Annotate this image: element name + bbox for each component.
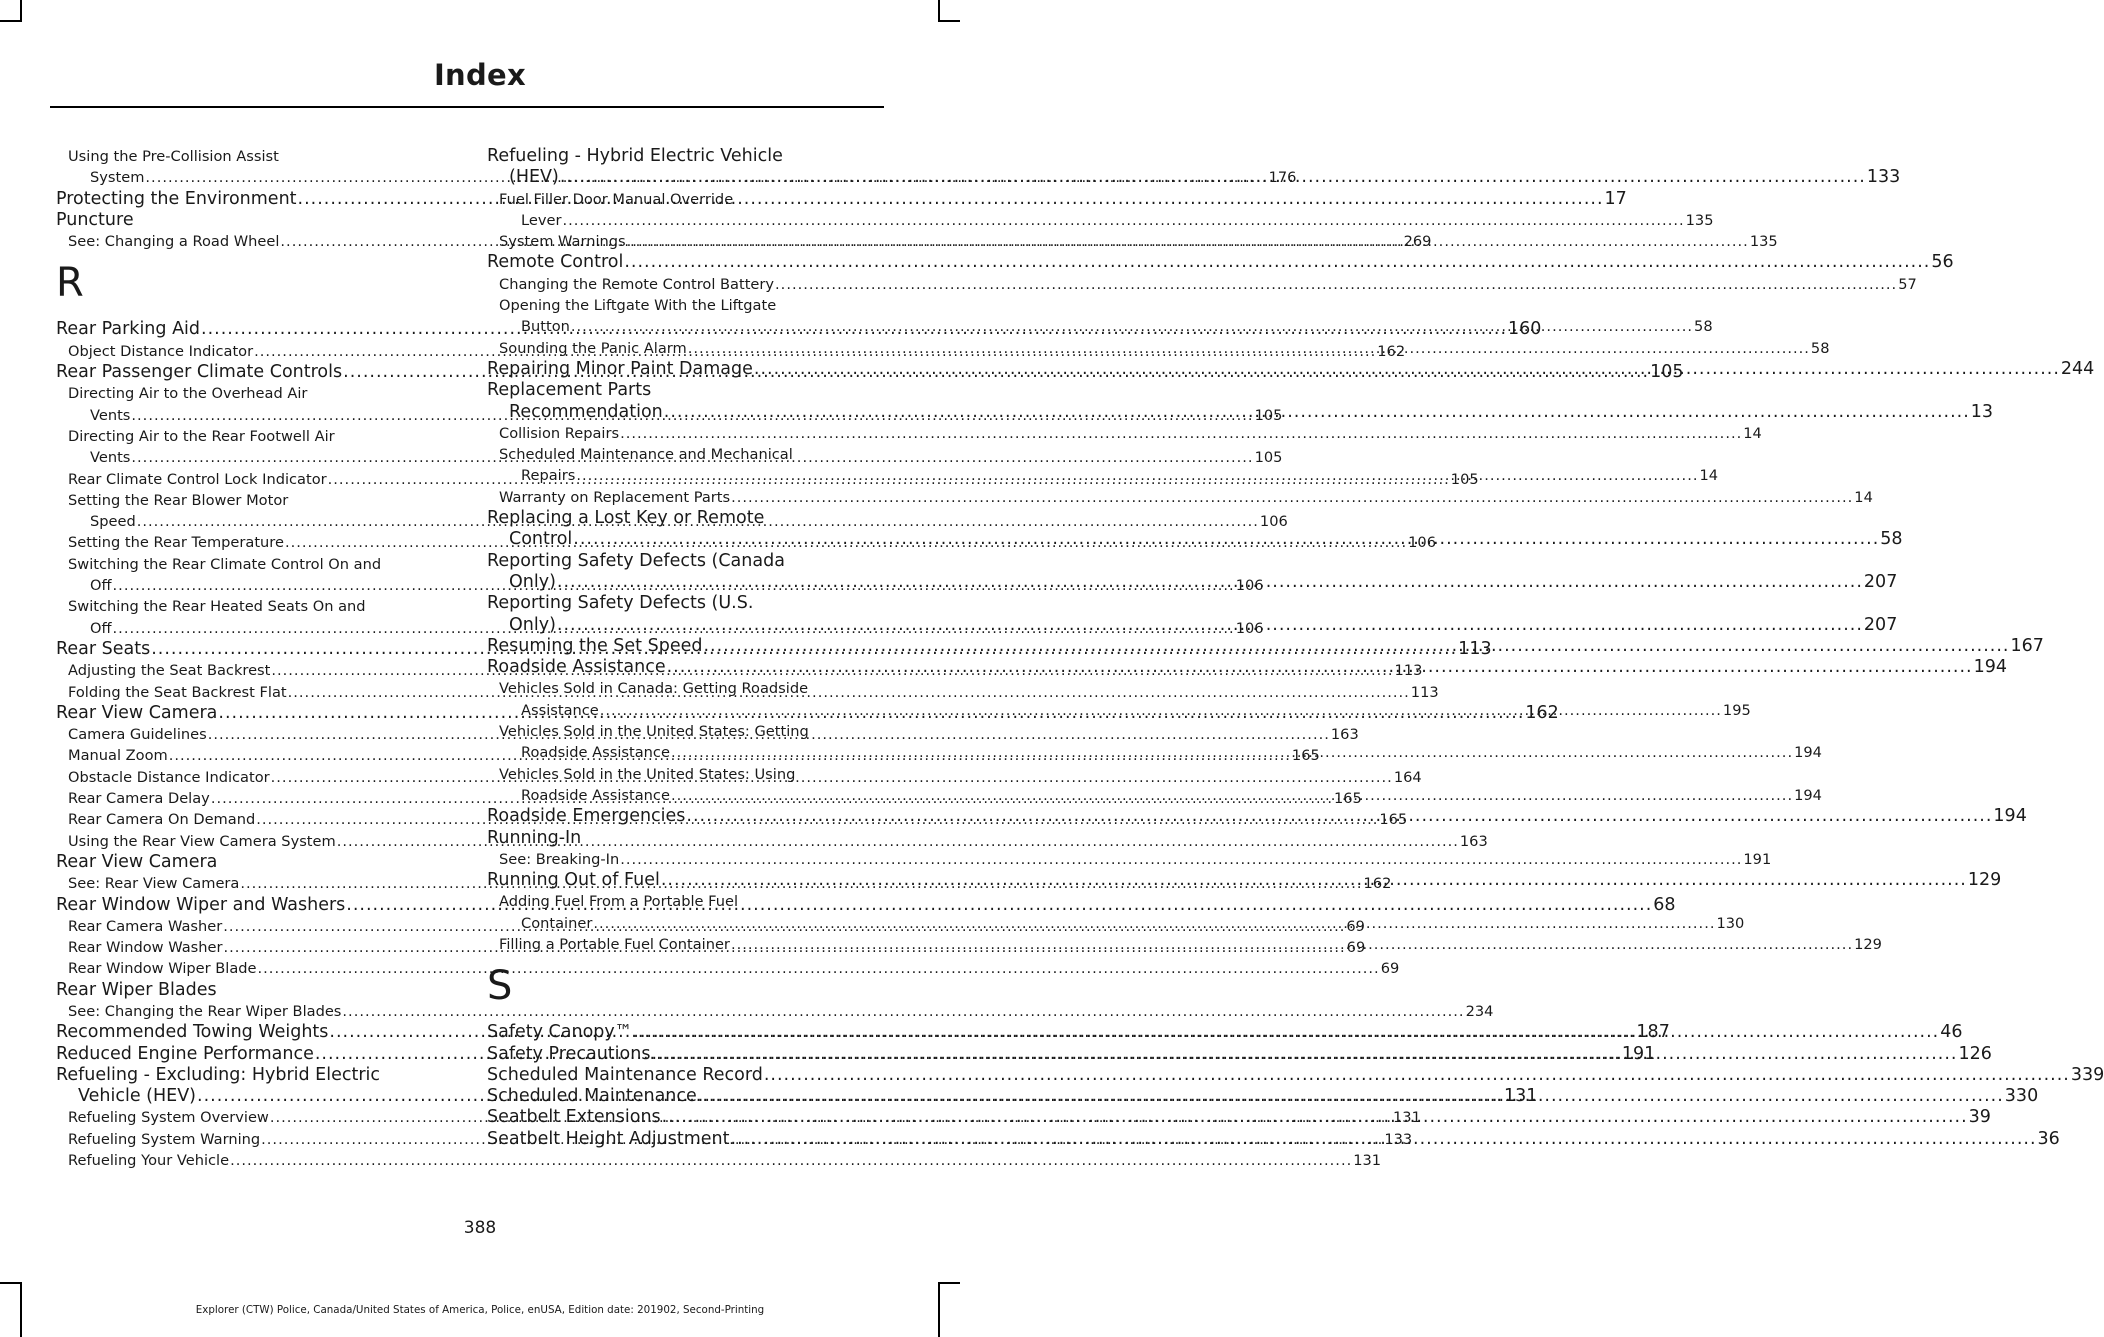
dot-leader [624,252,1930,273]
index-subentry [56,958,1400,979]
page-reference: 131 [1353,1152,1382,1170]
page-reference: 133 [1384,1130,1413,1148]
entry-text: Off [90,577,112,595]
dot-leader [557,615,1863,636]
entry-text: Vehicles Sold in Canada: Getting Roadside [499,680,809,698]
entry-text: Vents [90,406,131,424]
entry-text: Seatbelt Height Adjustment [487,1128,730,1149]
index-subentry [487,274,1917,295]
dot-leader [560,167,1866,188]
entry-text: Off [90,619,112,637]
entry-text: See: Changing the Rear Wiper Blades [68,1002,342,1020]
index-subentry [487,487,1873,508]
page-reference: 176 [1268,169,1297,187]
page-reference: 163 [1459,832,1488,850]
entry-text: Adjusting the Seat Backrest [68,662,271,680]
page-reference: 207 [1863,571,1898,592]
page-reference: 165 [1291,747,1320,765]
dot-leader [698,1086,2004,1107]
dot-leader [661,870,1967,891]
page-reference: 339 [2070,1064,2104,1085]
entry-text: Refueling Your Vehicle [68,1152,230,1170]
dot-leader [662,1107,1968,1128]
page-reference: 164 [1393,768,1422,786]
entry-text: Container [521,914,593,932]
entry-text: Opening the Liftgate With the Liftgate [499,297,777,315]
dot-leader [731,1129,2037,1150]
page-reference: 194 [1993,806,2027,827]
dot-leader [731,934,1853,955]
entry-text: Refueling System Warning [68,1130,261,1148]
entry-text: Directing Air to the Overhead Air [68,385,308,403]
page-reference: 69 [1346,917,1365,935]
entry-text: Remote Control [487,252,624,273]
page-reference: 131 [1504,1086,1538,1107]
entry-text: Rear Climate Control Lock Indicator [68,470,327,488]
entry-text: Button [521,318,570,336]
page-reference: 14 [1854,488,1873,506]
page-reference: 13 [1970,401,1994,422]
page-reference: 165 [1379,811,1408,829]
page-reference: 58 [1880,529,1903,550]
entry-text: See: Breaking-In [499,850,620,868]
footer-text: Explorer (CTW) Police, Canada/United States of America, Police, enUSA, Edition date: 201902, Second-Printing [195,1304,765,1316]
entry-text: Vehicles Sold in the United States: Using [499,765,796,783]
page-reference: 113 [1410,683,1439,701]
entry-text: Recommended Towing Weights [56,1022,329,1043]
dot-leader [764,1065,2070,1086]
entry-text: (HEV) [509,167,559,188]
page-reference: 58 [1810,339,1830,357]
dot-leader [627,231,1749,252]
entry-text: System Warnings [499,233,626,251]
entry-text: Switching the Rear Heated Seats On and [68,598,366,616]
entry-text: Reporting Safety Defects (Canada [487,550,785,571]
page-reference: 105 [1254,406,1283,424]
page-reference: 105 [1650,362,1684,383]
entry-text: Rear Parking Aid [56,319,201,340]
dot-leader [230,1150,1352,1171]
entry-text: Puncture [56,209,134,230]
entry-text: Adding Fuel From a Portable Fuel [499,893,739,911]
entry-text: Filling a Portable Fuel Container [499,935,730,953]
dot-leader [703,636,2009,657]
index-entry [487,252,1954,273]
entry-text: Using the Rear View Camera System [68,832,336,850]
dot-leader [671,742,1793,763]
entry-text: Roadside Assistance [521,744,670,762]
page-reference: 194 [1794,744,1822,762]
dot-leader [688,338,1810,359]
entry-text: Refueling - Hybrid Electric Vehicle [487,146,783,166]
index-subentry [56,1150,1382,1171]
page-reference: 57 [1898,275,1917,293]
page-reference: 135 [1749,233,1778,251]
page-reference: 207 [1863,614,1898,635]
page-reference: 105 [1254,449,1283,467]
crop-mark [938,0,940,22]
dot-leader [562,210,1684,231]
index-entry [56,980,446,1001]
dot-leader [620,423,1742,444]
dot-leader [593,913,1715,934]
page-reference: 106 [1408,534,1436,552]
page-reference: 191 [1621,1043,1656,1064]
entry-text: Rear View Camera [56,851,218,872]
entry-text: Only) [509,571,556,592]
entry-text: Safety Canopy™ [487,1022,633,1043]
entry-text: Rear Window Wiper and Washers [56,894,346,915]
page-reference: 191 [1743,850,1772,868]
page-reference: 113 [1458,638,1492,659]
entry-text: Collision Repairs [499,424,620,442]
crop-mark [0,1282,22,1284]
entry-text: Roadside Emergencies [487,806,686,827]
entry-text: Running-In [487,827,582,848]
entry-text: Rear Seats [56,638,151,659]
entry-text: Safety Precautions [487,1043,651,1064]
entry-text: Recommendation [509,401,663,422]
page-reference: 14 [1699,467,1719,485]
dot-leader [667,657,1973,678]
entry-text: Scheduled Maintenance Record [487,1064,763,1085]
page-reference: 165 [1333,790,1362,808]
index-subentry [56,1001,1494,1022]
page-reference: 56 [1931,252,1954,273]
page-reference: 269 [1403,233,1432,251]
page-reference: 135 [1685,211,1714,229]
page-reference: 194 [1794,786,1822,804]
entry-text: Scheduled Maintenance [487,1086,697,1107]
entry-text: Vehicle (HEV) [78,1086,196,1107]
entry-text: Rear Window Wiper Blade [68,960,257,978]
page-reference: 195 [1722,701,1751,719]
page-reference: 162 [1377,342,1406,360]
page-reference: 106 [1259,513,1288,531]
page-reference: 162 [1363,875,1392,893]
entry-text: Camera Guidelines [68,726,207,744]
dot-leader [686,806,1992,827]
index-subentry [487,423,1762,444]
dot-leader [671,785,1793,806]
page-reference: 105 [1450,470,1479,488]
page-reference: 36 [2037,1128,2060,1149]
page-number: 388 [463,1218,497,1238]
index-section-letter: R [56,260,84,307]
page-reference: 69 [1380,960,1400,978]
page-reference: 126 [1958,1043,1992,1064]
entry-text: Vents [90,449,131,467]
page-reference: 187 [1636,1022,1670,1043]
entry-text: Manual Zoom [68,747,168,765]
page-reference: 330 [2004,1086,2039,1107]
dot-leader [731,487,1853,508]
entry-text: System [90,169,145,187]
entry-text: Changing the Remote Control Battery [499,275,775,293]
entry-text: Rear Window Washer [68,939,223,957]
dot-leader [754,359,2060,380]
entry-text: Lever [521,211,562,229]
page-reference: 163 [1330,726,1359,744]
page-reference: 130 [1716,914,1745,932]
entry-text: Rear Camera On Demand [68,811,256,829]
entry-text: Using the Pre-Collision Assist [68,148,279,165]
entry-text: Rear Passenger Climate Controls [56,362,343,383]
dot-leader [573,529,1879,550]
entry-text: Folding the Seat Backrest Flat [68,683,287,701]
page-reference: 244 [2060,358,2095,379]
entry-text: Setting the Rear Blower Motor [68,491,289,509]
index-entry [487,828,879,849]
entry-text: Reporting Safety Defects (U.S. [487,593,754,614]
page-reference: 39 [1968,1107,1991,1128]
entry-text: Control [509,529,573,550]
index-subentry [487,849,1772,870]
entry-text: Roadside Assistance [521,786,670,804]
entry-text: Only) [509,614,556,635]
entry-text: Setting the Rear Temperature [68,534,284,552]
page-reference: 162 [1525,702,1559,723]
page-reference: 69 [1346,939,1366,957]
dot-leader [600,700,1722,721]
dot-leader [775,274,1897,295]
index-entry [487,1064,2104,1086]
crop-mark [938,1282,960,1284]
entry-text: Object Distance Indicator [68,342,254,360]
entry-text: Reduced Engine Performance [56,1043,314,1064]
dot-leader [571,316,1693,337]
page-reference: 160 [1508,319,1542,340]
title-divider [50,106,884,108]
page-reference: 234 [1465,1002,1494,1020]
entry-text: Seatbelt Extensions [487,1107,661,1128]
entry-text: Resuming the Set Speed [487,635,703,656]
crop-mark [938,20,960,22]
crop-mark [0,20,22,22]
page-reference: 133 [1866,167,1901,188]
page-reference: 131 [1393,1109,1421,1127]
page-reference: 17 [1604,188,1627,209]
dot-leader [557,572,1863,593]
page-reference: 106 [1235,577,1264,595]
entry-text: Obstacle Distance Indicator [68,768,270,786]
entry-text: Sounding the Panic Alarm [499,339,687,357]
entry-text: Rear View Camera [56,702,218,723]
page-reference: 167 [2010,635,2044,656]
index-entry [56,210,446,231]
entry-text: Repairing Minor Paint Damage [487,358,753,379]
page-reference: 129 [1854,935,1882,953]
page-reference: 46 [1940,1022,1963,1043]
dot-leader [651,1044,1957,1065]
page-title: Index [433,58,527,92]
entry-text: Replacing a Lost Key or Remote [487,508,765,529]
dot-leader [664,402,1970,423]
entry-text: Protecting the Environment [56,188,297,209]
entry-text: Directing Air to the Rear Footwell Air [68,427,335,445]
crop-mark [20,0,22,22]
entry-text: Scheduled Maintenance and Mechanical [499,446,793,464]
entry-text: See: Changing a Road Wheel [68,233,280,251]
entry-text: Rear Camera Washer [68,917,223,935]
index-section-letter: S [487,963,513,1010]
entry-text: Assistance [521,701,599,719]
entry-text: Warranty on Replacement Parts [499,488,731,506]
page-reference: 14 [1743,424,1762,442]
entry-text: Vehicles Sold in the United States: Getting [499,723,809,741]
page-reference: 194 [1973,657,2007,678]
page-reference: 58 [1694,318,1713,336]
page-reference: 68 [1653,894,1676,915]
entry-text: Refueling System Overview [68,1109,269,1127]
entry-text: Rear Wiper Blades [56,979,217,1000]
entry-text: Repairs [521,467,576,485]
entry-text: Running Out of Fuel [487,870,660,891]
page-reference: 113 [1394,662,1423,680]
entry-text: Refueling - Excluding: Hybrid Electric [56,1064,381,1085]
entry-text: Switching the Rear Climate Control On and [68,555,382,573]
dot-leader [620,849,1742,870]
dot-leader [576,465,1698,486]
entry-text: See: Rear View Camera [68,875,240,893]
entry-text: Rear Camera Delay [68,790,210,808]
entry-text: Fuel Filler Door Manual Override [499,190,734,208]
entry-text: Replacement Parts [487,380,652,401]
index-entry [56,852,446,873]
entry-text: Speed [90,513,136,531]
page-reference: 129 [1967,870,2002,891]
entry-text: Roadside Assistance [487,657,666,678]
page-reference: 106 [1235,619,1264,637]
dot-leader [633,1022,1939,1043]
